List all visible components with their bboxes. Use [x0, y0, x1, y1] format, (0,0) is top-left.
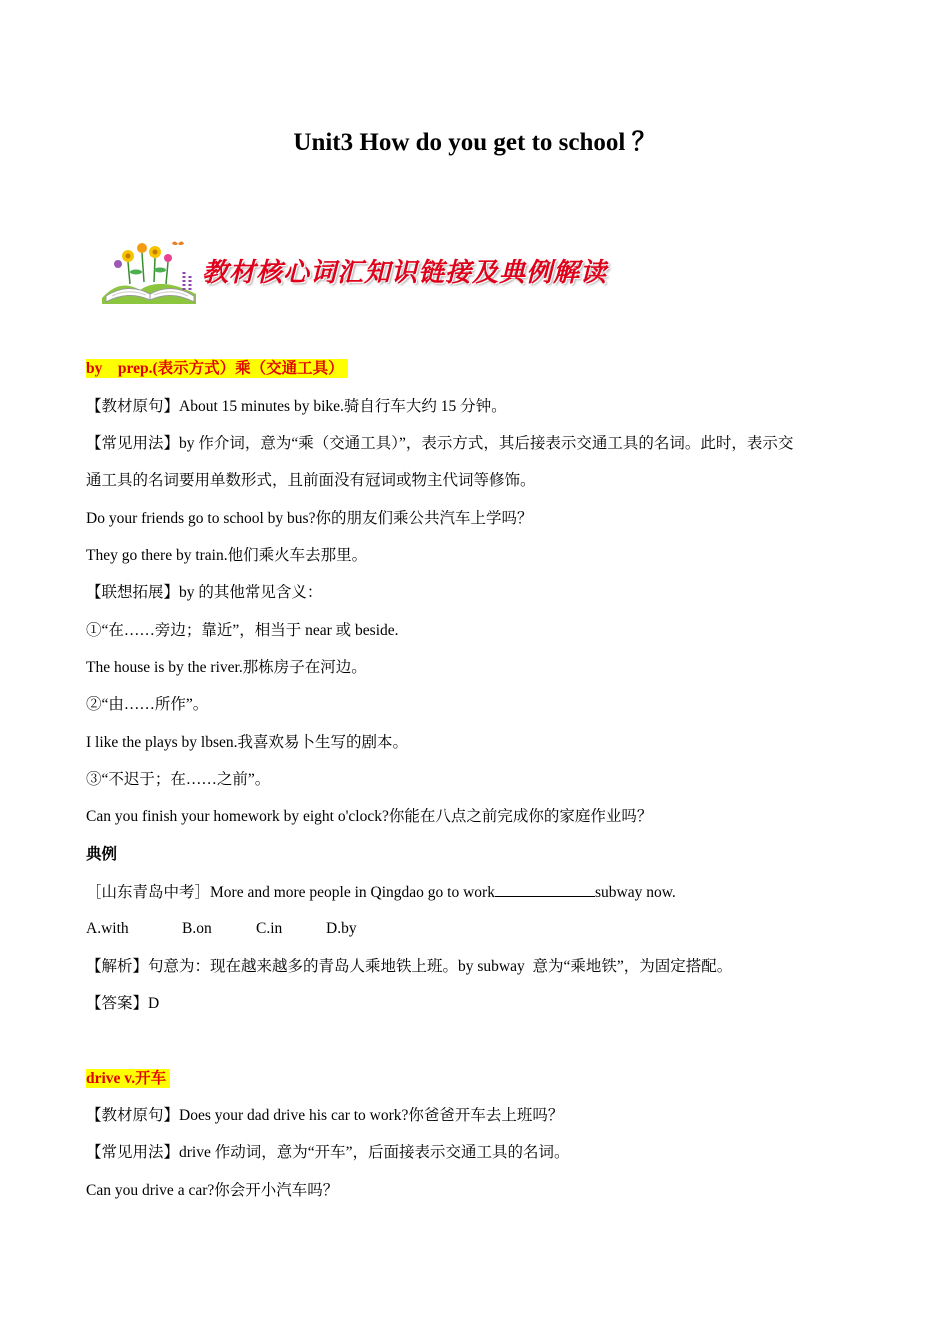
section-heading-drive [86, 1069, 866, 1089]
meaning-3: ③“不迟于；在……之前”。 [86, 771, 271, 788]
option-a: A.with [86, 920, 129, 937]
meaning-1-example: The house is by the river.那栋房子在河边。 [86, 659, 367, 676]
exam-question [86, 882, 866, 903]
section-heading-by [86, 359, 866, 379]
analysis: 【解析】句意为：现在越来越多的青岛人乘地铁上班。by subway 意为“乘地铁”，为固定搭配。 [86, 958, 733, 975]
usage-line-2: 通工具的名词要用单数形式，且前面没有冠词或物主代词等修饰。 [86, 472, 536, 489]
meaning-3-example: Can you finish your homework by eight o'clock?你能在八点之前完成你的家庭作业吗？ [86, 808, 653, 825]
textbook-sentence: 【教材原句】About 15 minutes by bike.骑自行车大约 15 分钟。 [86, 398, 507, 415]
example-drive: Can you drive a car?你会开小汽车吗？ [86, 1182, 339, 1199]
question-prefix: ［山东青岛中考］More and more people in Qingdao go to work [86, 884, 495, 901]
meaning-2: ②“由……所作”。 [86, 696, 209, 713]
banner-title: 教材核心词汇知识链接及典例解读 [202, 258, 608, 288]
section-banner [100, 238, 640, 306]
answer-blank [495, 882, 595, 897]
option-c: C.in [256, 920, 283, 937]
question-suffix: subway now. [594, 884, 676, 901]
textbook-sentence-drive: 【教材原句】Does your dad drive his car to work?你爸爸开车去上班吗？ [86, 1107, 564, 1124]
extension-heading: 【联想拓展】by 的其他常见含义： [86, 584, 323, 601]
usage-drive: 【常见用法】drive 作动词，意为“开车”，后面接表示交通工具的名词。 [86, 1144, 570, 1161]
example-sentence-2: They go there by train.他们乘火车去那里。 [86, 547, 368, 564]
answer: 【答案】D [86, 995, 160, 1012]
page-title: Unit3 How do you get to school ？ [293, 129, 657, 156]
answer-options [86, 919, 866, 939]
heading-highlight: drive v.开车 [86, 1069, 170, 1088]
heading-highlight: by prep.(表示方式）乘（交通工具） [86, 359, 348, 378]
example-label: 典例 [86, 846, 118, 863]
meaning-1: ①“在……旁边；靠近”，相当于 near 或 beside. [86, 622, 399, 639]
usage-line-1: 【常见用法】by 作介词，意为“乘（交通工具）”，表示方式，其后接表示交通工具的名词。此时，表示交 [86, 435, 794, 452]
meaning-2-example: I like the plays by lbsen.我喜欢易卜生写的剧本。 [86, 734, 409, 751]
book-flowers-icon [100, 238, 200, 306]
option-d: D.by [326, 920, 357, 937]
example-sentence-1: Do your friends go to school by bus?你的朋友们乘公共汽车上学吗？ [86, 510, 533, 527]
option-b: B.on [182, 920, 212, 937]
